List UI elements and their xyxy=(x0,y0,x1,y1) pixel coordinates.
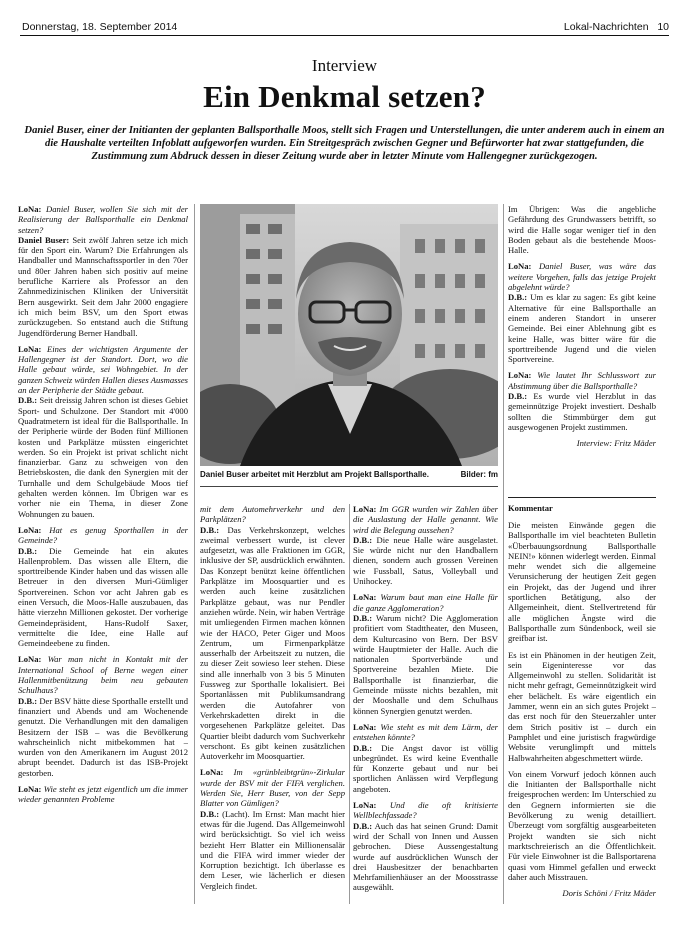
answer-label: D.B.: xyxy=(353,534,373,545)
interview-paragraph xyxy=(18,784,188,805)
question-label: LoNa: xyxy=(353,800,377,811)
answer-label: D.B.: xyxy=(508,292,528,303)
column-4 xyxy=(508,204,656,466)
interview-paragraph xyxy=(508,261,656,364)
interview-paragraph xyxy=(353,722,498,794)
answer-text: Der BSV hätte diese Sporthalle erstellt und finanziert und Abends und am Wochenende genutzt. Die Verhandlungen mit den damaligen Besitzern der ISB – was die Bevölkerung wahrscheinlich nicht mitbekommen hat – wurden von den Amerikanern im August 2012 abrupt beendet. Dadurch ist das ISB-Projekt gestorben. xyxy=(18,695,188,778)
portrait-photo xyxy=(200,204,498,466)
question-label: LoNa: xyxy=(18,204,42,214)
photo-credit: Bilder: fm xyxy=(460,470,498,479)
answer-label: D.B.: xyxy=(18,395,38,406)
interview-signature: Interview: Fritz Mäder xyxy=(576,438,656,449)
question-text: mit dem Automehrverkehr und den Parkplätzen? xyxy=(200,504,345,525)
answer-text: Auch das hat seinen Grund: Damit wird der Schall von Innen und Aussen gebrochen. Diese Aussengestaltung wurde auf ausdrücklichen Wunsch der drei Hausbesitzer der benachbarten Mehrfamilienhäuser an der Moosstrasse ausgewählt. xyxy=(353,820,498,893)
interview-paragraph xyxy=(18,654,188,778)
kommentar-rule xyxy=(508,497,656,498)
caption-rule xyxy=(200,486,498,487)
section-and-page xyxy=(564,21,669,33)
answer-text: Um es klar zu sagen: Es gibt keine Alternative für eine Ballsporthalle an einem anderen Standort in unserer Gemeinde. Bei einer Ablehnung gibt es keine Halle, was bitter wäre für die sporttreibende Jugend und die vielen Sportvereine. xyxy=(508,292,656,365)
answer-label: D.B.: xyxy=(508,391,528,402)
interview-paragraph xyxy=(508,370,656,432)
caption-text: Daniel Buser arbeitet mit Herzblut am Projekt Ballsporthalle. xyxy=(200,470,429,479)
interview-paragraph xyxy=(18,204,188,338)
issue-date: Donnerstag, 18. September 2014 xyxy=(22,21,178,33)
answer-label: D.B.: xyxy=(200,808,220,819)
kommentar-paragraph: Die meisten Einwände gegen die Ballsporthalle im viel beachteten Bulletin «Überbauungsordnung Ballsporthalle NEIN!» können widerlegt werden. Einmal mehr wendet sich die allgemeine Verunsicherung der heutigen Zeit gegen ein Projekt, das der Jugend und ihrer sportlichen Betätigung, also der Allgemeinheit, dient. Stellvertretend für alle möglichen Ängste wird die Ballsporthalle zum Sündenbock, weil sie greifbar ist. xyxy=(508,520,656,644)
header-rule xyxy=(20,35,669,36)
interview-paragraph xyxy=(353,592,498,716)
kommentar-paragraph: Von einem Vorwurf jedoch können auch die Initianten der Ballsporthalle nicht freigesprochen werden: Im Unterschied zu den Gegnern informierten sie die Bevölkerung zu wenig detailliert. Überzeugt vom sorgfältig ausgearbeiteten Projekt wandten sie sich nicht marktschreierisch an die Öffentlichkeit. Für viele Einwohner ist die Ballsportarena quasi vom Himmel gefallen und erweckt daher auch Misstrauen. xyxy=(508,768,656,882)
column-divider xyxy=(349,504,350,904)
page-header xyxy=(20,20,669,34)
answer-label: D.B.: xyxy=(18,545,38,556)
question-text: Im «grünbleibtgrün»-Zirkular wurde der BSV mit der FIFA verglichen. Werden Sie, Herr Buser, von der Sepp Blatter von Gümligen? xyxy=(200,767,345,809)
kommentar-body xyxy=(508,520,656,910)
article-kicker: Interview xyxy=(311,56,378,75)
question-label: LoNa: xyxy=(18,343,42,354)
article-lead: Daniel Buser, einer der Initianten der geplanten Ballsporthalle Moos, stellt sich Fragen und Unterstellungen, die unter anderem auch in einem an die Haushalte verteilten Infoblatt aufgeworfen wurden. Ein Streitgespräch zwischen Gegner und Befürworter hat zwar stattgefunden, die Zustimmung zum Abdruck dessen in dieser Zeitung wurde aber in letzter Minute vom Hallengegner zurückgezogen. xyxy=(24,125,665,162)
answer-text: Die Gemeinde hat ein akutes Hallenproblem. Das wissen alle Eltern, die sporttreibende Kinder haben und das wissen alle Betreuer in den diversen Muri-Gümliger Sportvereinen. Schon vor acht Jahren gab es einen Versuch, die Moos-Halle auszubauen, das hätte vierzehn Millionen gekostet. Der vorherige Gemeindepräsident, Hans-Rudolf Saxer, vermittelte die Idee, eine Halle auf Gemeindeebene zu finden. xyxy=(18,545,188,649)
answer-label: D.B.: xyxy=(353,742,373,753)
question-text: Wie lautet Ihr Schlusswort zur Abstimmung über die Ballsporthalle? xyxy=(508,370,656,391)
question-label: LoNa: xyxy=(353,592,377,603)
interview-paragraph xyxy=(508,204,656,255)
column-3 xyxy=(353,504,498,904)
question-text: Wie steht es mit dem Lärm, der entstehen könnte? xyxy=(353,721,498,743)
answer-text: Es wurde viel Herzblut in das gemeinnützige Projekt investiert. Deshalb sollten die Stimmbürger dem gut ausgewogenen Projekt zustimmen. xyxy=(508,391,656,432)
answer-text: Die neue Halle wäre ausgelastet. Sie würde nicht nur den Handballern dienen, sondern auch grossen Vereinen wie Fussball, Satus, Volleyball und Unihockey. xyxy=(353,534,498,587)
answer-text: Das Verkehrskonzept, welches zweimal verbessert wurde, ist clever aufgesetzt, was alle Fraktionen im GGR, inklusive der SP, ausdrücklich erwähnten. Das Konzept benützt keine öffentlichen Parkplätze im Moosquartier und es werden auch keine zusätzlichen Parkplätze gebaut, was nur Pendler anziehen würde. Nein, wir haben Verträge mit umliegenden Firmen machen können wie der HACO, Peter Giger und Moos Zentrum, um Firmenparkplätze ausserhalb der Arbeitszeit zu nutzen, die zu dieser Zeit sowieso leer stehen. Diese sind alle innerhalb von 3 bis 5 Minuten Fussweg zur Sporthalle lokalisiert. Bei Sportanlässen mit Publikumsandrang werden die Autofahrer von Verkehrskadetten direkt in die vorgesehenen Parkplätze geleitet. Das Quartier bleibt dadurch vom Suchverkehr verschont. Es gibt keinen zusätzlichen Autoverkehr im Moosquartier. xyxy=(200,524,345,762)
page-number: 10 xyxy=(657,21,669,33)
column-2 xyxy=(200,504,345,904)
question-label: LoNa: xyxy=(353,504,377,514)
question-label: LoNa: xyxy=(18,524,42,535)
question-text: Daniel Buser, wollen Sie sich mit der Realisierung der Ballsporthalle ein Denkmal setzen? xyxy=(18,204,188,235)
question-text: Wie steht es jetzt eigentlich um die immer wieder genannten Probleme xyxy=(18,784,188,805)
photo-caption xyxy=(200,470,498,479)
question-text: Im GGR wurden wir Zahlen über die Auslastung der Halle genannt. Wie wird die Belegung aussehen? xyxy=(353,504,498,535)
question-text: Warum baut man eine Halle für die ganze Agglomeration? xyxy=(353,592,498,613)
section-name: Lokal-Nachrichten xyxy=(563,21,649,33)
question-text: Und die oft kritisierte Wellblechfassade? xyxy=(353,800,498,821)
answer-label: D.B.: xyxy=(353,612,373,623)
answer-text: (Lacht). Im Ernst: Man macht hier etwas für die Jugend. Das Allgemeinwohl wird berücksichtigt. So viel ich weiss bezieht Herr Blatter ein Millionensalär und die FIFA wird immer wieder der Korruption bezichtigt. Ich überlasse es dem Leser, wie lächerlich er diesen Vergleich findet. xyxy=(200,808,345,891)
interview-paragraph xyxy=(353,800,498,893)
question-label: LoNa: xyxy=(18,784,42,795)
question-label: LoNa: xyxy=(508,261,532,272)
question-label: LoNa: xyxy=(353,721,377,732)
question-text: War man nicht in Kontakt mit der International School of Berne wegen einer Hallenmitbenützung beim neu gebauten Schulhaus? xyxy=(18,654,188,696)
kommentar-paragraph: Es ist ein Phänomen in der heutigen Zeit, sein Eigeninteresse vor das Allgemeinwohl zu stellen. Solidarität ist nicht mehr gefragt, Gemeinnützigkeit wird eher belächelt. Es wäre eigentlich ein Jammer, wenn ein an sich gutes Projekt – das erst noch für den Steuerzahler unter dem Strich positiv ist – durch ein Pamphlet und eine juristisch fragwürdige Website verunglimpft und mittels Halbwahrheiten abgeschmettert würde. xyxy=(508,649,656,763)
interview-paragraph xyxy=(200,767,345,891)
question-label: LoNa: xyxy=(18,654,42,665)
column-divider xyxy=(503,204,504,904)
column-1 xyxy=(18,204,188,904)
interview-paragraph xyxy=(18,525,188,649)
answer-label: D.B.: xyxy=(353,820,373,831)
kommentar-title: Kommentar xyxy=(508,503,553,513)
article-headline: Ein Denkmal setzen? xyxy=(203,79,486,114)
question-text: Daniel Buser, was wäre das weitere Vorgehen, falls das jetzige Projekt abgelehnt würde? xyxy=(508,261,656,293)
question-text: Hat es genug Sporthallen in der Gemeinde? xyxy=(18,524,188,546)
answer-text: Warum nicht? Die Agglomeration profitiert vom Stadttheater, den Museen, dem Kulturcasino von Bern. Der BSV würde Hauptmieter der Halle. Auch die nationalen Sportverbände und Sportvereine bezahlen Miete. Die Ballsporthalle ist finanzierbar, die Gemeinde müsste nichts bezahlen, mit der Mooshalle und dem Schulhaus können Synergien genutzt werden. xyxy=(353,612,498,716)
interview-paragraph xyxy=(353,504,498,586)
answer-text: Seit dreissig Jahren schon ist dieses Gebiet Sport- und Schulzone. Der Standort mit 4'000 Quadratmetern ist ideal für die Ballsporthalle. In der Peripherie würde der Boden fünf Millionen kosten und Parkplätze müssten eingerichtet werden. So ein Projekt ist privat schlicht nicht finanzierbar. Ganz zu schweigen von den Betriebskosten, die dank den Synergien mit der Turnhalle und dem Schulgebäude Moos tief gehalten werden können. Im Übrigen war es vorher nie ein Thema, in dieser Zone Wohnungen zu bauen. xyxy=(18,395,188,519)
question-text: Eines der wichtigsten Argumente der Hallengegner ist der Standort. Dort, wo die Halle gebaut würde, sei Wohngebiet. In der ganzen Schweiz würden Hallen dieses Ausmasses an der Peripherie der Städte gebaut. xyxy=(18,343,188,396)
answer-label: D.B.: xyxy=(18,695,38,706)
answer-text: Seit zwölf Jahren setze ich mich für den Sport ein. Warum? Die Erfahrungen als Handballer und Mannschaftssportler in den 70er und 80er Jahren haben sich positiv auf meine berufliche Karriere als Professor an den Zahnmedizinischen Kliniken der Universität Bern ausgewirkt. Seit dem Jahr 2000 engagiere ich mich beim BSV, um den Sport etwas zurückzugeben. So entstand auch die Stiftung Jugendförderung Berner Handball. xyxy=(18,234,188,338)
interview-paragraph xyxy=(18,344,188,519)
answer-text: Im Übrigen: Was die angebliche Gefährdung des Grundwassers betrifft, so wird die Halle sogar weniger tief in den Boden gebaut als die bestehende Moos-Halle. xyxy=(508,204,656,256)
answer-label: D.B.: xyxy=(200,524,220,535)
question-label: LoNa: xyxy=(200,767,224,778)
answer-text: Die Angst davor ist völlig unbegründet. Es wird keine Eventhalle für Konzerte gebaut und nur bei sportlichen Anlässen wird Verpflegung angeboten. xyxy=(353,742,498,794)
portrait-illustration xyxy=(200,204,498,466)
answer-label: Daniel Buser: xyxy=(18,234,70,245)
interview-paragraph xyxy=(200,504,345,761)
kommentar-signature: Doris Schöni / Fritz Mäder xyxy=(562,888,656,899)
column-divider xyxy=(194,204,195,904)
question-label: LoNa: xyxy=(508,370,532,381)
